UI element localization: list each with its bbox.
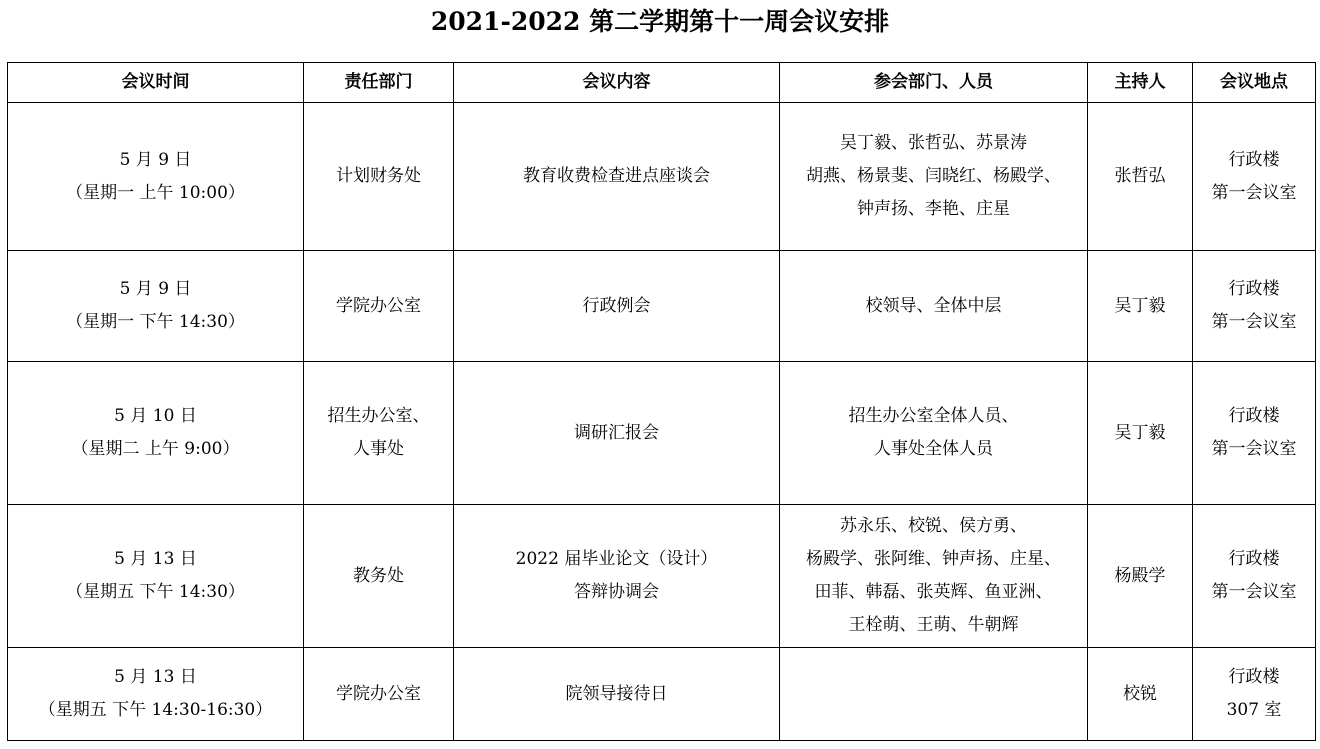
- attendees-line: 人事处全体人员: [874, 439, 993, 459]
- host-cell: 吴丁毅: [1088, 251, 1193, 362]
- meeting-weekday-time: （星期二 上午 9:00）: [71, 439, 240, 459]
- table-row: [8, 251, 1316, 362]
- meeting-date: 5 月 9 日: [119, 149, 192, 170]
- content-line: 行政例会: [582, 295, 651, 316]
- location-line: 行政楼: [1228, 406, 1280, 426]
- location-line: 第一会议室: [1211, 582, 1297, 602]
- dept-line: 学院办公室: [336, 295, 421, 316]
- host-cell: 张哲弘: [1088, 103, 1193, 251]
- content-line: 调研汇报会: [574, 422, 659, 443]
- header-content: 会议内容: [454, 63, 780, 103]
- attendees-cell: [780, 251, 1088, 362]
- meeting-date: 5 月 9 日: [119, 279, 192, 299]
- location-line: 行政楼: [1228, 279, 1280, 299]
- attendees-line: 苏永乐、校锐、侯方勇、: [840, 516, 1027, 536]
- meeting-time-cell: [8, 505, 304, 648]
- content-cell: [454, 103, 780, 251]
- meeting-date: 5 月 10 日: [114, 406, 197, 426]
- content-cell: [454, 505, 780, 648]
- host-cell: 杨殿学: [1088, 505, 1193, 648]
- table-row: [8, 103, 1316, 251]
- meeting-weekday-time: （星期一 上午 10:00）: [66, 182, 245, 203]
- dept-cell: [304, 362, 454, 505]
- table-row: [8, 505, 1316, 648]
- dept-cell: [304, 648, 454, 741]
- location-cell: [1193, 362, 1316, 505]
- page-title: 2021-2022 第二学期第十一周会议安排: [430, 7, 890, 36]
- dept-cell: [304, 505, 454, 648]
- attendees-line: 校领导、全体中层: [865, 295, 1002, 316]
- table-row: [8, 648, 1316, 741]
- location-line: 第一会议室: [1211, 182, 1297, 203]
- attendees-line: 胡燕、杨景斐、闫晓红、杨殿学、: [806, 166, 1061, 186]
- dept-line: 学院办公室: [336, 683, 421, 704]
- content-line: 院领导接待日: [565, 683, 668, 704]
- attendees-cell: [780, 505, 1088, 648]
- content-cell: [454, 648, 780, 741]
- content-cell: [454, 362, 780, 505]
- meeting-time-cell: [8, 103, 304, 251]
- dept-line: 招生办公室、: [327, 406, 430, 426]
- meeting-weekday-time: （星期五 下午 14:30-16:30）: [38, 700, 273, 720]
- header-dept: 责任部门: [304, 63, 454, 103]
- attendees-line: 招生办公室全体人员、: [848, 406, 1019, 426]
- dept-line: 教务处: [353, 565, 404, 586]
- attendees-line: 王栓萌、王萌、牛朝辉: [848, 615, 1019, 635]
- attendees-line: 田菲、韩磊、张英辉、鱼亚洲、: [814, 582, 1053, 602]
- content-cell: [454, 251, 780, 362]
- meeting-time-cell: [8, 362, 304, 505]
- location-cell: [1193, 505, 1316, 648]
- location-line: 行政楼: [1228, 667, 1280, 687]
- location-line: 307 室: [1226, 700, 1282, 720]
- host-cell: 吴丁毅: [1088, 362, 1193, 505]
- location-line: 第一会议室: [1211, 312, 1297, 332]
- location-line: 行政楼: [1228, 149, 1280, 170]
- header-location: 会议地点: [1193, 63, 1316, 103]
- header-host: 主持人: [1088, 63, 1193, 103]
- location-cell: [1193, 648, 1316, 741]
- location-line: 行政楼: [1228, 549, 1280, 569]
- dept-line: 人事处: [353, 439, 404, 459]
- attendees-line: 杨殿学、张阿维、钟声扬、庄星、: [806, 549, 1061, 569]
- meeting-weekday-time: （星期一 下午 14:30）: [66, 312, 245, 332]
- meeting-weekday-time: （星期五 下午 14:30）: [66, 582, 245, 602]
- table-row: [8, 362, 1316, 505]
- content-line: 答辩协调会: [574, 582, 659, 602]
- attendees-cell: [780, 362, 1088, 505]
- content-line: 2022 届毕业论文（设计）: [515, 549, 718, 569]
- dept-line: 计划财务处: [336, 166, 421, 186]
- location-line: 第一会议室: [1211, 439, 1297, 459]
- meeting-time-cell: [8, 251, 304, 362]
- host-cell: 校锐: [1088, 648, 1193, 741]
- meeting-schedule-table: [7, 62, 1316, 741]
- dept-cell: [304, 251, 454, 362]
- attendees-cell: [780, 648, 1088, 741]
- table-header-row: [8, 63, 1316, 103]
- meeting-date: 5 月 13 日: [114, 667, 197, 687]
- dept-cell: [304, 103, 454, 251]
- location-cell: [1193, 103, 1316, 251]
- attendees-line: 吴丁毅、张哲弘、苏景涛: [840, 133, 1027, 153]
- meeting-time-cell: [8, 648, 304, 741]
- meeting-date: 5 月 13 日: [114, 549, 197, 569]
- header-attendees: 参会部门、人员: [780, 63, 1088, 103]
- location-cell: [1193, 251, 1316, 362]
- attendees-line: 钟声扬、李艳、庄星: [857, 199, 1010, 219]
- content-line: 教育收费检查进点座谈会: [523, 166, 710, 186]
- attendees-cell: [780, 103, 1088, 251]
- header-time: 会议时间: [8, 63, 304, 103]
